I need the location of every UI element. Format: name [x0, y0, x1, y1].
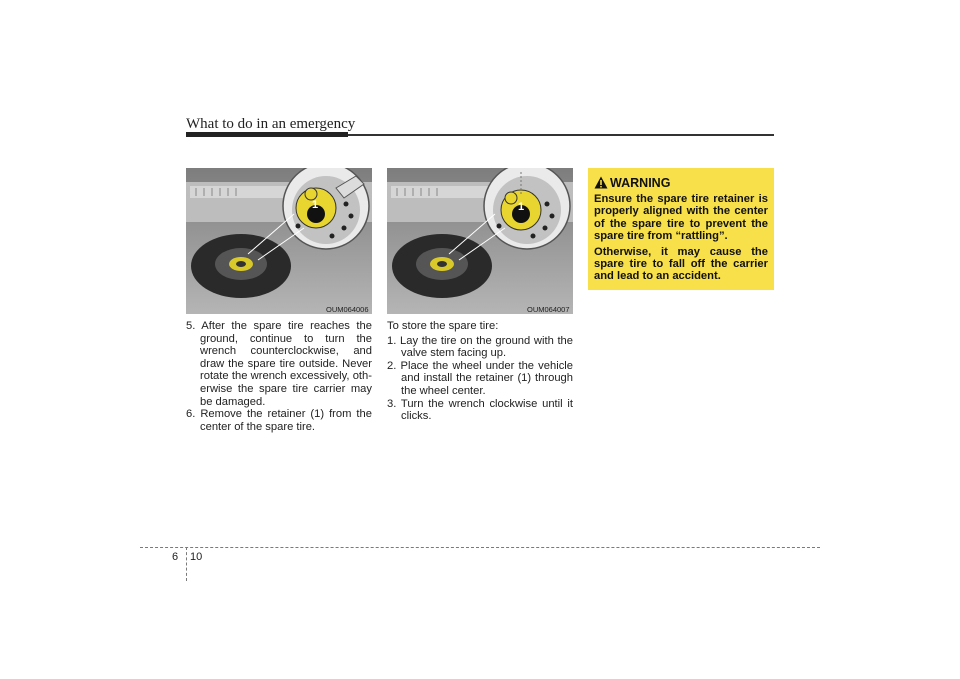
figure-store-spare-tire [387, 168, 573, 314]
callout-marker: 1 [312, 199, 319, 211]
step-number: 1. [387, 334, 397, 347]
store-step-1 [387, 335, 573, 360]
figure-remove-spare-tire [186, 168, 372, 314]
warning-title: WARNING [610, 176, 671, 190]
step-text: After the spare tire reaches the ground, continue to turn the wrench counterclockwise, and draw the spare tire outside. Never rotate the wrench excessively, oth-erwise the spare tire carrier may be damaged. [200, 320, 372, 408]
step-text: Place the wheel under the vehicle and install the retainer (1) through the wheel center. [400, 359, 573, 397]
warning-paragraph: Ensure the spare tire retainer is properly aligned with the center of the spare tire to prevent the spare tire from “rattling”. [594, 193, 768, 243]
step-6 [186, 408, 372, 433]
callout-marker: 1 [518, 201, 525, 213]
figure-code: OUM064006 [326, 305, 369, 314]
section-number: 6 [172, 551, 179, 563]
step-5 [186, 320, 372, 408]
store-step-3 [387, 398, 573, 423]
step-text: Turn the wrench clockwise until it clicks. [400, 397, 573, 423]
warning-text [594, 193, 768, 286]
step-text: Remove the retainer (1) from the center of the spare tire. [200, 408, 372, 433]
step-number: 2. [387, 359, 397, 372]
figure-code: OUM064007 [527, 305, 570, 314]
store-step-2 [387, 360, 573, 398]
step-number: 6. [186, 408, 196, 421]
warning-paragraph: Otherwise, it may cause the spare tire to fall off the carrier and lead to an accident. [594, 245, 768, 283]
footer-divider [186, 547, 187, 581]
middle-column [387, 320, 573, 423]
step-number: 3. [387, 397, 397, 410]
step-number: 5. [186, 320, 196, 332]
header-rule-accent [186, 132, 348, 137]
left-column [186, 320, 372, 433]
page-header-title: What to do in an emergency [186, 116, 356, 132]
page-number: 10 [190, 551, 203, 563]
footer-rule [140, 547, 820, 548]
step-text: Lay the tire on the ground with the valve stem facing up. [400, 334, 573, 360]
warning-icon [594, 176, 608, 189]
store-intro: To store the spare tire: [387, 320, 499, 332]
